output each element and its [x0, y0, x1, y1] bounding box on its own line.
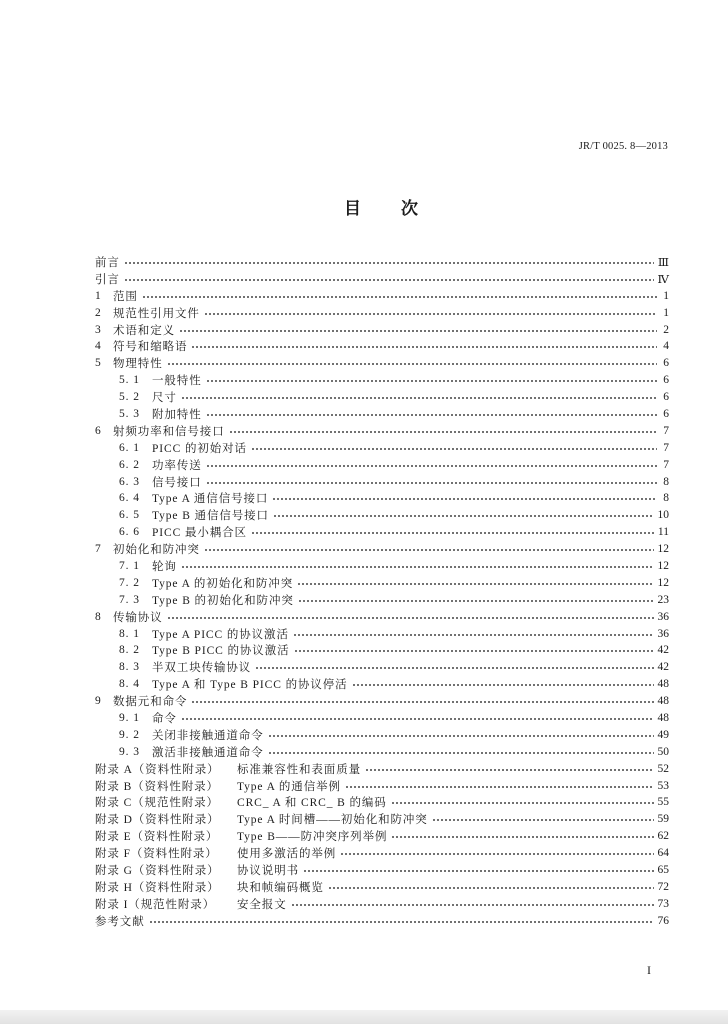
dot-leader: [352, 676, 654, 693]
dot-leader: [181, 710, 654, 727]
entry-title: 关闭非接触通道命令: [152, 729, 264, 742]
entry-number: 6. 1: [119, 441, 140, 454]
entry-title: 物理特性: [113, 358, 163, 371]
entry-page-number: 11: [657, 526, 669, 539]
entry-number: 8: [95, 610, 102, 623]
toc-entry-section: [95, 676, 669, 693]
toc-entry-chapter: [95, 304, 669, 321]
dot-leader: [251, 439, 657, 456]
toc-entry-section: [95, 389, 669, 406]
toc-entry-chapter: [95, 321, 669, 338]
dot-leader: [251, 524, 654, 541]
entry-number: 附录 D（资料性附录）: [95, 814, 220, 827]
entry-number: 附录 C（规范性附录）: [95, 797, 219, 810]
entry-title: 一般特性: [152, 375, 202, 388]
dot-leader: [181, 389, 657, 406]
entry-title: 信号接口: [152, 476, 202, 489]
dot-leader: [432, 811, 654, 828]
toc-entry-section: [95, 439, 669, 456]
dot-leader: [298, 591, 654, 608]
dot-leader: [391, 828, 653, 845]
entry-number: 5. 2: [119, 391, 140, 404]
toc-entry-section: [95, 490, 669, 507]
entry-number: 7. 1: [119, 559, 140, 572]
entry-number: 3: [95, 323, 102, 336]
entry-title: 初始化和防冲突: [113, 544, 200, 557]
dot-leader: [191, 693, 653, 710]
entry-page-number: 48: [657, 678, 669, 691]
entry-number: 1: [95, 289, 102, 302]
dot-leader: [272, 490, 657, 507]
dot-leader: [391, 794, 654, 811]
entry-title: Type A 的初始化和防冲突: [152, 577, 294, 590]
entry-number: 附录 G（资料性附录）: [95, 865, 220, 877]
dot-leader: [255, 659, 653, 676]
toc-entry-section: [95, 710, 669, 727]
entry-page-number: 1: [663, 306, 669, 319]
toc-entry-chapter: [95, 541, 669, 558]
entry-title: 激活非接触通道命令: [152, 746, 264, 759]
entry-title: PICC 最小耦合区: [152, 527, 247, 540]
toc-entry-chapter: [95, 608, 669, 625]
entry-number: 4: [95, 340, 102, 353]
entry-number: 5. 3: [119, 407, 140, 420]
toc-entry-appendix: [95, 845, 669, 862]
dot-leader: [204, 541, 654, 558]
entry-number: 附录 I（规范性附录）: [95, 898, 216, 911]
entry-page-number: 73: [657, 897, 669, 910]
entry-title: 射频功率和信号接口: [113, 425, 225, 438]
entry-page-number: 1: [663, 289, 669, 302]
entry-page-number: 36: [657, 610, 669, 623]
toc-entry-foreword: [95, 254, 669, 271]
entry-page-number: 6: [663, 357, 669, 370]
dot-leader: [206, 473, 657, 490]
dot-leader: [167, 608, 654, 625]
entry-page-number: 64: [657, 847, 669, 860]
entry-title: 引言: [95, 273, 120, 286]
entry-title: 前言: [95, 256, 120, 269]
entry-page-number: 72: [657, 880, 669, 893]
toc-entry-section: [95, 473, 669, 490]
entry-page-number: 12: [657, 543, 669, 556]
table-of-contents: [95, 254, 669, 930]
entry-number: 2: [95, 306, 102, 319]
dot-leader: [340, 845, 653, 862]
entry-number: 7. 2: [119, 576, 140, 589]
toc-title: 目 次: [344, 199, 420, 218]
toc-entry-chapter: [95, 693, 669, 710]
toc-entry-appendix: [95, 760, 669, 777]
entry-title: Type A 和 Type B PICC 的协议停活: [152, 679, 348, 692]
dot-leader: [229, 422, 657, 439]
toc-entry-appendix: [95, 828, 669, 845]
entry-title: 标准兼容性和表面质量: [237, 763, 361, 776]
toc-entry-section: [95, 372, 669, 389]
entry-number: 9. 2: [119, 728, 140, 741]
dot-leader: [124, 270, 654, 287]
entry-title: Type B 的初始化和防冲突: [152, 594, 294, 607]
entry-title: Type A 通信信号接口: [152, 493, 269, 506]
entry-title: Type B——防冲突序列举例: [237, 831, 388, 844]
entry-number: 9: [95, 695, 102, 708]
toc-entry-section: [95, 574, 669, 591]
entry-page-number: 59: [657, 813, 669, 826]
entry-number: 8. 3: [119, 661, 140, 674]
toc-entry-chapter: [95, 287, 669, 304]
entry-title: CRC_ A 和 CRC_ B 的编码: [237, 797, 387, 810]
entry-page-number: 12: [657, 576, 669, 589]
entry-page-number: 23: [657, 593, 669, 606]
entry-number: 5. 1: [119, 374, 140, 387]
entry-page-number: 48: [657, 695, 669, 708]
entry-page-number: 6: [663, 374, 669, 387]
entry-number: 附录 F（资料性附录）: [95, 848, 218, 861]
entry-page-number: Ⅲ: [657, 256, 669, 269]
scan-edge-strip: [0, 1010, 728, 1024]
entry-page-number: 8: [663, 492, 669, 505]
dot-leader: [206, 372, 657, 389]
dot-leader: [365, 760, 654, 777]
entry-number: 附录 E（资料性附录）: [95, 831, 219, 844]
dot-leader: [149, 912, 654, 929]
entry-title: Type A 时间槽——初始化和防冲突: [237, 814, 428, 827]
entry-number: 9. 3: [119, 745, 140, 758]
toc-entry-appendix: [95, 862, 669, 879]
entry-title: Type A 的通信举例: [237, 780, 341, 793]
dot-leader: [273, 507, 654, 524]
entry-number: 6. 2: [119, 458, 140, 471]
toc-entry-section: [95, 743, 669, 760]
toc-entry-appendix: [95, 777, 669, 794]
dot-leader: [124, 254, 654, 271]
entry-title: 尺寸: [152, 392, 177, 405]
dot-leader: [294, 642, 654, 659]
entry-page-number: 6: [663, 391, 669, 404]
entry-page-number: 10: [657, 509, 669, 522]
dot-leader: [204, 304, 657, 321]
entry-number: 6: [95, 424, 102, 437]
dot-leader: [179, 321, 657, 338]
entry-number: 6. 3: [119, 475, 140, 488]
entry-page-number: 6: [663, 407, 669, 420]
entry-title: 安全报文: [237, 898, 287, 911]
entry-number: 8. 1: [119, 627, 140, 640]
entry-title: Type A PICC 的协议激活: [152, 628, 289, 641]
dot-leader: [206, 456, 657, 473]
entry-number: 7: [95, 543, 102, 556]
dot-leader: [291, 895, 654, 912]
dot-leader: [268, 726, 654, 743]
entry-number: 附录 B（资料性附录）: [95, 780, 219, 793]
toc-entry-section: [95, 625, 669, 642]
entry-title: 功率传送: [152, 459, 202, 472]
entry-number: 附录 H（资料性附录）: [95, 881, 220, 894]
dot-leader: [181, 558, 654, 575]
dot-leader: [303, 862, 654, 879]
toc-entry-section: [95, 524, 669, 541]
entry-title: 使用多激活的举例: [237, 848, 337, 861]
entry-page-number: 4: [663, 340, 669, 353]
dot-leader: [297, 574, 653, 591]
entry-page-number: 36: [657, 627, 669, 640]
toc-entry-section: [95, 659, 669, 676]
entry-title: 术语和定义: [113, 324, 175, 337]
entry-number: 9. 1: [119, 711, 140, 724]
standard-code-header: JR/T 0025. 8—2013: [578, 141, 668, 152]
dot-leader: [268, 743, 654, 760]
toc-entry-introduction: [95, 270, 669, 287]
entry-number: 6. 6: [119, 526, 140, 539]
entry-page-number: Ⅳ: [657, 273, 669, 286]
entry-number: 6. 5: [119, 509, 140, 522]
entry-number: 8. 4: [119, 678, 140, 691]
entry-page-number: 52: [657, 762, 669, 775]
entry-title: 参考文献: [95, 915, 145, 928]
toc-entry-section: [95, 726, 669, 743]
entry-page-number: 76: [657, 914, 669, 927]
dot-leader: [191, 338, 657, 355]
dot-leader: [142, 287, 657, 304]
entry-number: 5: [95, 357, 102, 370]
entry-page-number: 7: [663, 441, 669, 454]
entry-page-number: 7: [663, 458, 669, 471]
entry-page-number: 48: [657, 711, 669, 724]
toc-entry-appendix: [95, 878, 669, 895]
entry-title: 传输协议: [113, 611, 163, 624]
entry-page-number: 42: [657, 661, 669, 674]
dot-leader: [293, 625, 654, 642]
toc-entry-appendix: [95, 794, 669, 811]
dot-leader: [167, 355, 657, 372]
footer-page-number: I: [647, 963, 651, 977]
dot-leader: [328, 878, 654, 895]
toc-entry-section: [95, 642, 669, 659]
dot-leader: [206, 406, 657, 423]
entry-title: Type B PICC 的协议激活: [152, 645, 290, 658]
entry-number: 附录 A（资料性附录）: [95, 763, 220, 776]
entry-page-number: 8: [663, 475, 669, 488]
entry-title: 半双工块传输协议: [152, 662, 252, 675]
entry-number: 6. 4: [119, 492, 140, 505]
entry-title: 范围: [113, 290, 138, 303]
entry-title: 规范性引用文件: [113, 307, 200, 320]
toc-entry-section: [95, 456, 669, 473]
toc-entry-section: [95, 406, 669, 423]
entry-page-number: 7: [663, 424, 669, 437]
toc-entry-appendix: [95, 895, 669, 912]
toc-entry-section: [95, 558, 669, 575]
dot-leader: [345, 777, 654, 794]
toc-entry-section: [95, 507, 669, 524]
entry-page-number: 53: [657, 779, 669, 792]
entry-title: 符号和缩略语: [113, 341, 188, 354]
toc-entry-references: [95, 912, 669, 929]
entry-page-number: 62: [657, 830, 669, 843]
toc-entry-chapter: [95, 355, 669, 372]
toc-entry-section: [95, 591, 669, 608]
entry-title: 命令: [152, 712, 177, 725]
entry-page-number: 12: [657, 559, 669, 572]
entry-title: 轮询: [152, 560, 177, 573]
entry-title: 数据元和命令: [113, 696, 188, 709]
entry-number: 7. 3: [119, 593, 140, 606]
entry-page-number: 55: [657, 796, 669, 809]
entry-page-number: 49: [657, 728, 669, 741]
toc-entry-chapter: [95, 338, 669, 355]
entry-page-number: 50: [657, 745, 669, 758]
entry-title: Type B 通信信号接口: [152, 510, 269, 523]
entry-page-number: 42: [657, 644, 669, 657]
toc-entry-appendix: [95, 811, 669, 828]
entry-title: PICC 的初始对话: [152, 442, 247, 455]
entry-page-number: 2: [663, 323, 669, 336]
entry-title: 附加特性: [152, 408, 202, 421]
entry-number: 8. 2: [119, 644, 140, 657]
toc-entry-chapter: [95, 422, 669, 439]
entry-page-number: 65: [657, 864, 669, 876]
entry-title: 协议说明书: [237, 865, 299, 877]
entry-title: 块和帧编码概览: [237, 881, 324, 894]
